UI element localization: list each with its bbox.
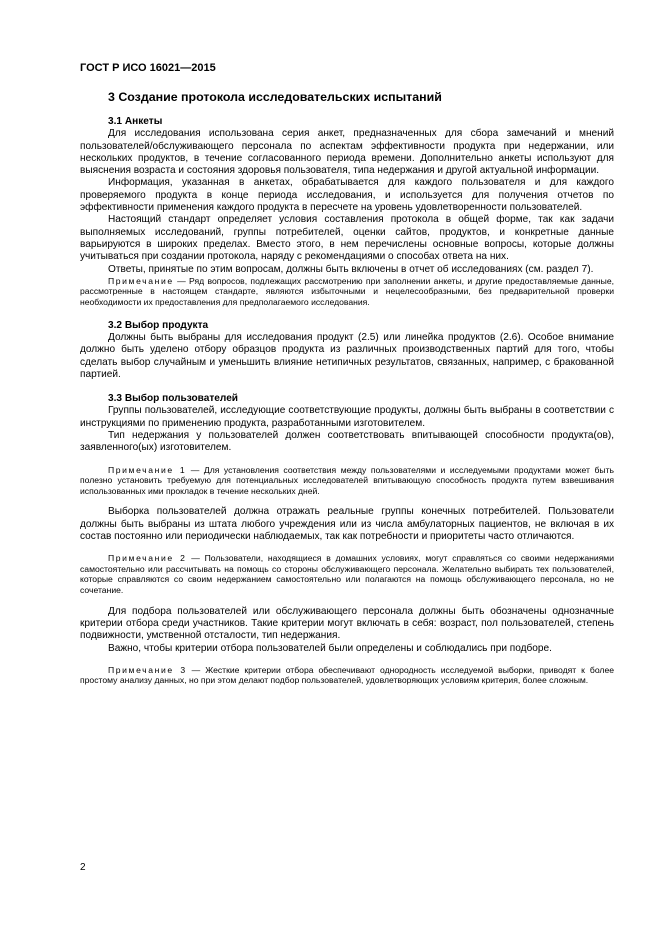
note-label: Примечание 3	[108, 664, 187, 675]
section-title: 3 Создание протокола исследовательских испытаний	[108, 90, 442, 104]
paragraph: Тип недержания у пользователей должен соответствовать впитывающей способности продукта(ов), заявленного(ых) изготовителем.	[80, 430, 614, 454]
note-label: Примечание	[108, 275, 174, 286]
note-text: — Для установления соответствия между пользователями и исследуемыми продуктами может быть полезно установить требуемую для потенциальных исследователей впитывающую способность продукта путем взвешивания использованных ими прокладок в течение нескольких дней.	[80, 464, 614, 496]
paragraph: Информация, указанная в анкетах, обрабатывается для каждого пользователя и для каждого проверяемого продукта в конце периода исследования, и используется для получения отчетов по эффективности применения каждого продукта в пересчете на уровень удовлетворенности пользователей.	[80, 177, 614, 214]
note-1	[80, 465, 614, 497]
page-number: 2	[80, 862, 86, 873]
subsection-heading-3-3: 3.3 Выбор пользователей	[108, 393, 239, 405]
note-text: — Пользователи, находящиеся в домашних условиях, могут справляться со своими недержаниями самостоятельно или рассчитывать на помощь со стороны обслуживающего персонала. Желательно выбирать тех пользователей, которые справляются со своим недержанием самостоятельно или полагаются на помощь обслуживающего персонала, но не сочетание.	[80, 553, 615, 596]
standard-header: ГОСТ Р ИСО 16021—2015	[80, 62, 216, 74]
paragraph: Для исследования использована серия анкет, предназначенных для сбора замечаний и мнений пользователей/обслуживающего персонала по аспектам эффективности продукта при недержании, или нескольких продуктов, в течение согласованного периода времени. Дополнительно анкеты используют для выяснения возраста и состояния здоровья пользователя, типа недержания и другой актуальной информации.	[80, 128, 614, 177]
paragraph: Важно, чтобы критерии отбора пользователей были определены и соблюдались при подборе.	[108, 642, 552, 654]
page-content	[80, 116, 614, 686]
note-3	[80, 665, 614, 686]
subsection-heading-3-1: 3.1 Анкеты	[108, 116, 163, 127]
paragraph: Ответы, принятые по этим вопросам, должны быть включены в отчет об исследованиях (см. раздел 7).	[108, 263, 594, 275]
note	[80, 276, 614, 308]
paragraph: Группы пользователей, исследующие соответствующие продукты, должны быть выбраны в соответствии с инструкциями по применению продукта, разработанными изготовителем.	[80, 405, 614, 429]
paragraph: Настоящий стандарт определяет условия составления протокола в общей форме, так как задачи выполняемых исследований, группы потребителей, оценки сайтов, продуктов, и конкретные данные варьируются в широких пределах. Вместо этого, в нем перечислены основные вопросы, которые должны учитываться при создании протокола, наряду с рекомендациями о способах ответа на них.	[80, 214, 614, 263]
note-text: — Жесткие критерии отбора обеспечивают однородность исследуемой выборки, приводят к более простому анализу данных, но при этом делают подбор пользователей, удовлетворяющих условиям критерия, более сложным.	[80, 664, 615, 686]
paragraph: Выборка пользователей должна отражать реальные группы конечных потребителей. Пользователи должны быть выбраны из штата любого учреждения или из числа амбулаторных пациентов, не включая в их состав постоянно или периодически наблюдаемых, так как потребности и приоритеты часто отличаются.	[80, 506, 614, 542]
note-text: — Ряд вопросов, подлежащих рассмотрению при заполнении анкеты, и другие предоставляемые данные, рассмотренные в настоящем стандарте, являются избыточными и нецелесообразными, без предварительной проверки необходимости их предоставления для предполагаемого исследования.	[80, 275, 614, 308]
note-2	[80, 553, 614, 595]
subsection-heading-3-2: 3.2 Выбор продукта	[108, 319, 209, 331]
note-label: Примечание 1	[108, 464, 187, 475]
note-label: Примечание 2	[108, 553, 187, 564]
paragraph: Для подбора пользователей или обслуживающего персонала должны быть обозначены однозначные критерии отбора среди участников. Такие критерии могут включать в себя: возраст, пол пользователей, степень подвижности, умственной отсталости, тип недержания.	[80, 605, 614, 642]
paragraph: Должны быть выбраны для исследования продукт (2.5) или линейка продуктов (2.6). Особое внимание должно быть уделено отбору образцов продукта из различных производственных партий для того, чтобы сделать выбор случайным и уменьшить влияние нетипичных результатов, связанных, например, с бракованной партией.	[80, 331, 614, 380]
